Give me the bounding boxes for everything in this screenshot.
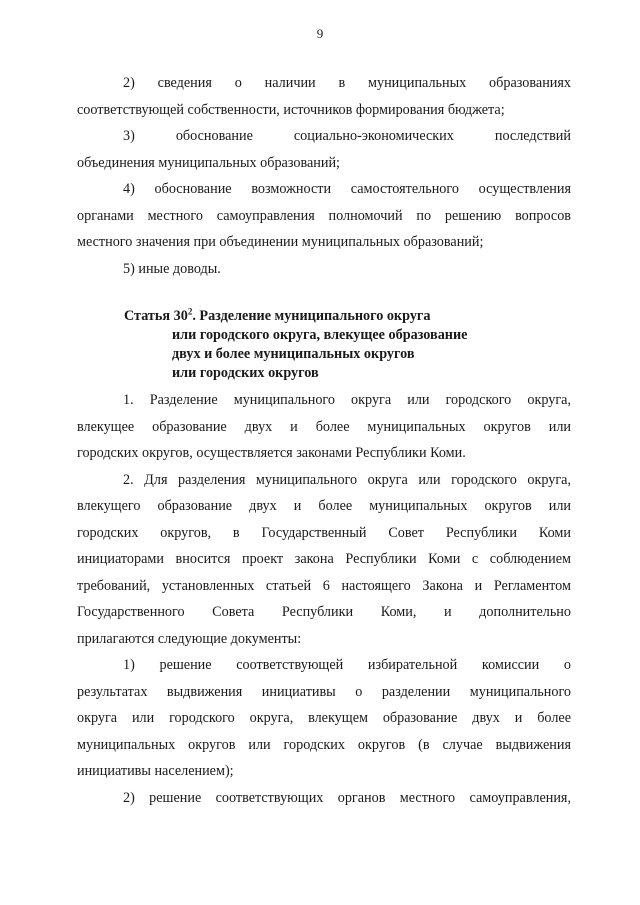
paragraph-part-2 [77,467,571,653]
text-line: муниципальных округов или городских округов (в случае выдвижения [77,736,571,753]
text-line: городских округов, осуществляется законами Республики Коми. [77,445,466,461]
article-prefix: Статья 30 [124,308,188,324]
article-heading-line-3: двух и более муниципальных округов [172,346,415,362]
paragraph-part-1 [77,387,571,467]
text-line: округа или городского округа, влекущем образование двух и более [77,710,571,726]
text-line: 3) обоснование социально-экономических последствий [123,128,571,144]
article-heading [124,307,467,383]
article-title-part: . Разделение муниципального округа [192,308,431,324]
text-line: 2) сведения о наличии в муниципальных образованиях [123,75,571,91]
article-superscript: 2 [187,306,193,317]
text-line: 4) обоснование возможности самостоятельного осуществления [123,181,571,197]
text-line: 5) иные доводы. [123,260,221,277]
text-line: 2. Для разделения муниципального округа или городского округа, [123,471,571,488]
paragraph-item-5 [77,256,571,283]
text-line: 1. Разделение муниципального округа или городского округа, [123,392,571,408]
text-line: влекущее образование двух и более муниципальных округов или [77,418,571,435]
article-heading-line-4: или городских округов [172,365,319,381]
text-line: местного значения при объединении муниципальных образований; [77,234,484,250]
article-heading-line-2: или городского округа, влекущее образование [172,327,468,343]
paragraph-item-4 [77,176,571,256]
text-line: 2) решение соответствующих органов местного самоуправления, [123,789,571,806]
article-heading-line-1 [124,307,467,326]
text-line: прилагаются следующие документы: [77,630,302,647]
paragraph-item-3 [77,123,571,176]
paragraph-subitem-2 [77,785,571,812]
paragraph-item-2 [77,70,571,123]
text-line: органами местного самоуправления полномочий по решению вопросов [77,207,571,224]
text-line: инициаторами вносится проект закона Республики Коми с соблюдением [77,551,571,567]
text-line: требований, установленных статьей 6 настоящего Закона и Регламентом [77,577,571,594]
top-text-block [77,70,571,282]
text-line: 1) решение соответствующей избирательной комиссии о [123,657,571,673]
text-line: городских округов, в Государственный Совет Республики Коми [77,524,571,541]
text-line: влекущего образование двух и более муниципальных округов или [77,498,571,514]
text-line: результатах выдвижения инициативы о разделении муниципального [77,683,571,700]
page-number: 9 [316,26,324,41]
text-line: Государственного Совета Республики Коми, и дополнительно [77,604,571,620]
text-line: инициативы населением); [77,763,234,779]
paragraph-subitem-1 [77,652,571,785]
article-text-block [77,387,571,811]
text-line: соответствующей собственности, источников формирования бюджета; [77,101,505,118]
text-line: объединения муниципальных образований; [77,154,340,171]
